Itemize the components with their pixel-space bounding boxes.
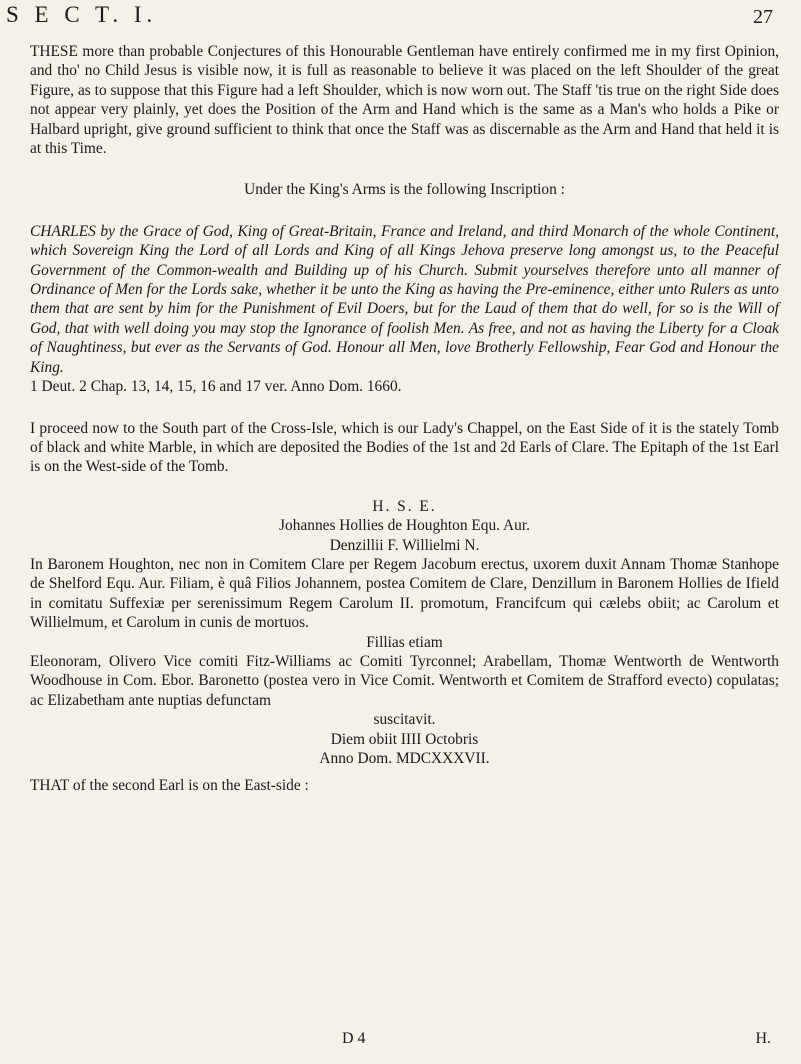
paragraph-tomb: I proceed now to the South part of the Cross-Isle, which is our Lady's Chappel, on the East Side of it is the stately Tomb of black and white Marble, in which are deposited the Bodies of the 1st and 2d Earls of Clare. The Epitaph of the 1st Earl is on the West-side of the Tomb. (30, 419, 779, 476)
page-body (30, 42, 779, 796)
closing-line: THAT of the second Earl is on the East-side : (30, 777, 309, 795)
epitaph-body2: Eleonoram, Olivero Vice comiti Fitz-Williams ac Comiti Tyrconnel; Arabellam, Thomæ Wentworth de Wentworth Woodhouse in Com. Ebor. Baronetto (postea vero in Vice Comit. Wentworth et Comitem de Strafford evecto) copulatas; ac Elizabetham ante nuptias defunctam (30, 652, 779, 709)
catchword: H. (755, 1030, 771, 1047)
epitaph-year: Anno Dom. MDCXXXVII. (319, 750, 490, 767)
epitaph-heading: H. S. E. (372, 497, 437, 515)
page-number: 27 (753, 6, 773, 28)
inscription-text: CHARLES by the Grace of God, King of Great-Britain, France and Ireland, and third Monarch of the whole Continent, which Sovereign King the Lord of all Lords and King of all Kings Jehova preserve long amongst us, to the Peaceful Government of the Common-wealth and Building up of his Church. Submit yourselves therefore unto all manner of Ordinance of Men for the Lords sake, whether it be unto the King as having the Pre-eminence, either unto Rulers as unto them that are sent by him for the Punishment of Evil Doers, but for the Laud of them that do well, for so is the Will of God, that with well doing you may stop the Ignorance of foolish Men. As free, and not as having the Liberty for a Cloak of Naughtiness, but ever as the Servants of God. Honour all Men, love Brotherly Fellowship, Fear God and Honour the King. (30, 222, 779, 376)
epitaph-death-date: Diem obiit IIII Octobris (330, 730, 479, 748)
section-heading: S E C T. I. (6, 2, 158, 27)
page-footer (30, 1030, 771, 1052)
inscription-intro: Under the King's Arms is the following Inscription : (244, 181, 565, 199)
signature-mark: D 4 (342, 1030, 366, 1047)
running-header (6, 2, 773, 32)
epitaph-filias: Fillias etiam (366, 633, 443, 651)
paragraph-conjectures: THESE more than probable Conjectures of this Honourable Gentleman have entirely confirmed me in my first Opinion, and tho' no Child Jesus is visible now, it is full as reasonable to believe it was placed on the left Shoulder of the great Figure, as to suppose that this Figure had a left Shoulder, which is now worn out. The Staff 'tis true on the right Side does not appear very plainly, yet does the Position of the Arm and Hand which is the same as a Man's who holds a Pike or Halbard upright, give ground sufficient to think that once the Staff was as discernable as the Arm and Hand that held it is at this Time. (30, 43, 779, 158)
epitaph-suscitavit: suscitavit. (373, 711, 436, 729)
epitaph-name-line2: Denzillii F. Willielmi N. (329, 536, 480, 554)
inscription-reference: 1 Deut. 2 Chap. 13, 14, 15, 16 and 17 ver. Anno Dom. 1660. (30, 378, 402, 396)
epitaph-name-line1: Johannes Hollies de Houghton Equ. Aur. (279, 517, 530, 535)
epitaph-body1: In Baronem Houghton, nec non in Comitem Clare per Regem Jacobum erectus, uxorem duxit Annam Thomæ Stanhope de Shelford Equ. Aur. Filiam, è quâ Filios Johannem, postea Comitem de Clare, Denzillum in Baronem Hollies de Ifield in comitatu Suffexiæ per serenissimum Regem Carolum II. promotum, Francifcum qui cælebs obiit; ac Carolum et Willielmum, et Carolum in cunis de mortuos. (30, 555, 779, 632)
